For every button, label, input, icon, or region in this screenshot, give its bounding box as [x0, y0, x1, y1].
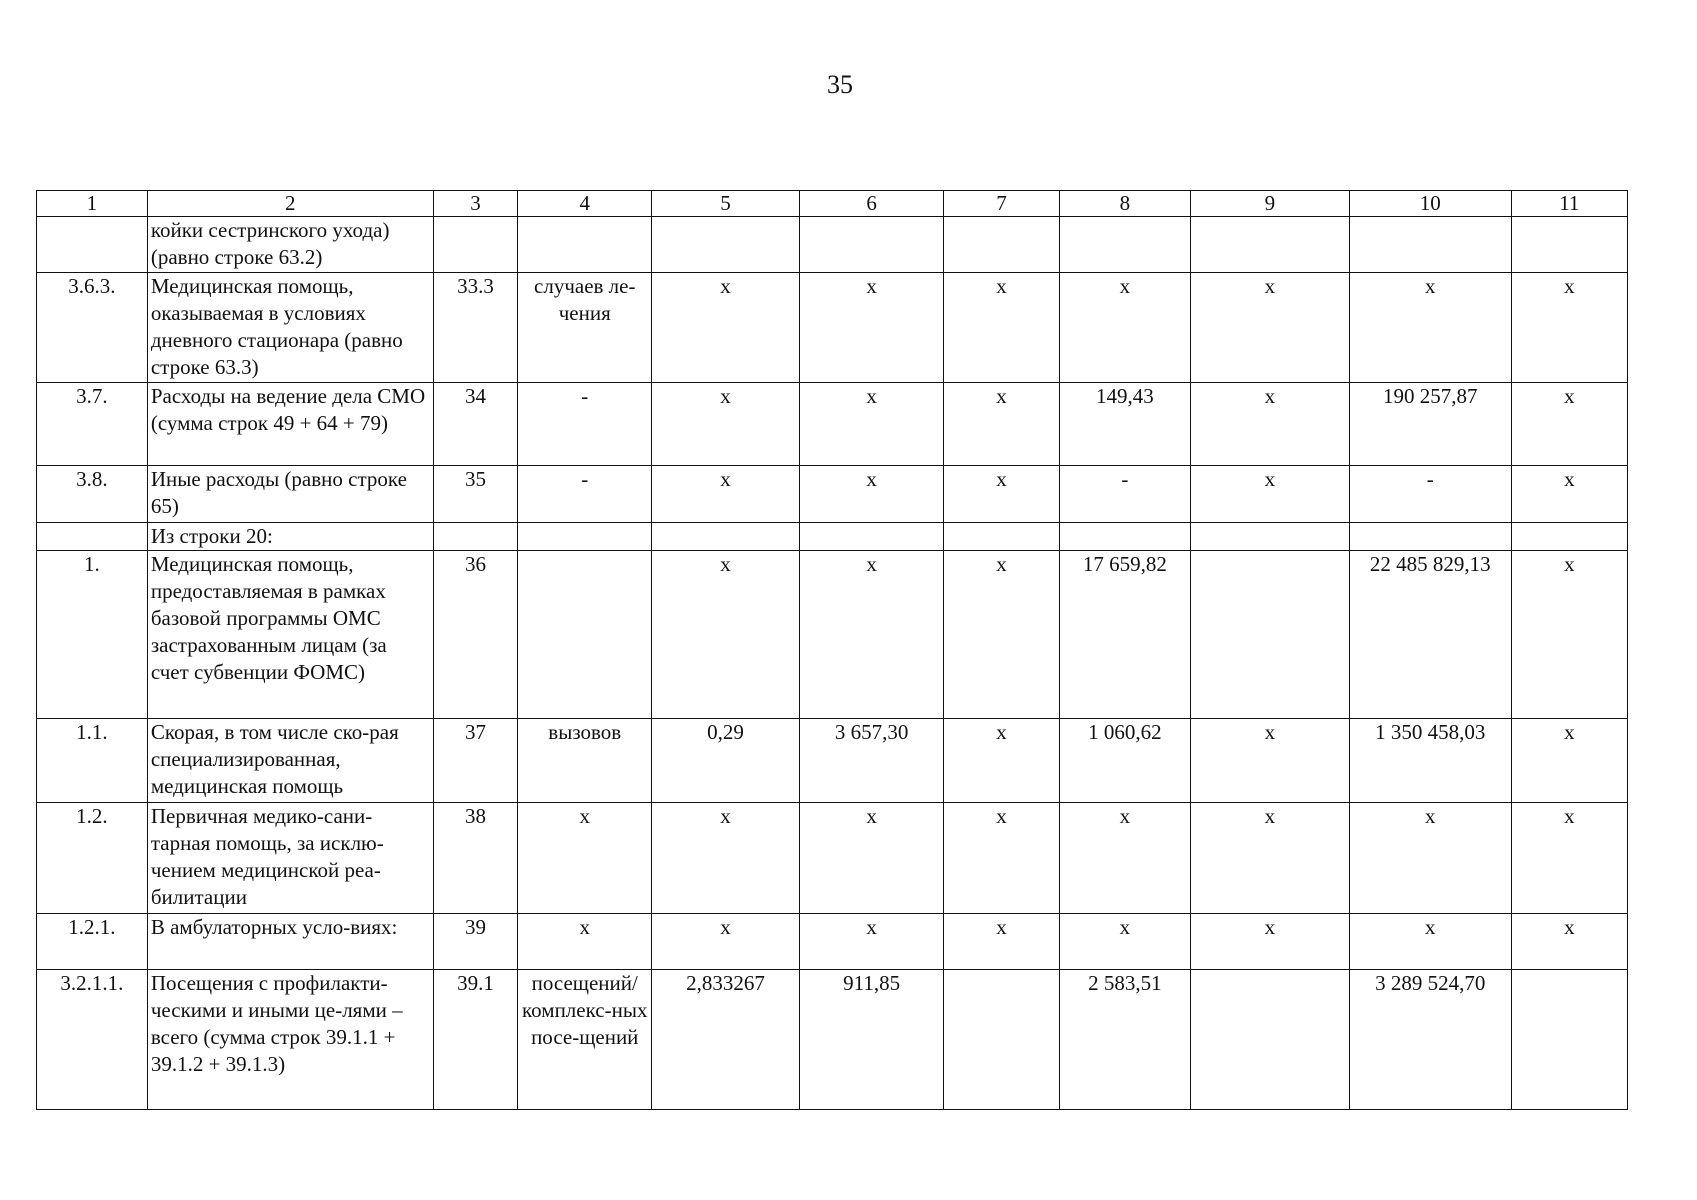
row-number: 3.8. [37, 466, 148, 523]
row-number: 1.2.1. [37, 914, 148, 970]
row-number: 3.2.1.1. [37, 970, 148, 1110]
column-header: 5 [652, 191, 800, 217]
value-cell [1511, 523, 1627, 551]
value-cell: x [799, 466, 944, 523]
value-cell: x [799, 383, 944, 466]
table-row [37, 383, 1628, 466]
unit-cell: посещений/ комплекс-ных посе-щений [518, 970, 652, 1110]
value-cell [652, 217, 800, 273]
row-number: 1. [37, 551, 148, 719]
page-number: 35 [827, 70, 853, 99]
value-cell: 1 060,62 [1059, 719, 1190, 803]
column-header: 7 [944, 191, 1059, 217]
unit-cell: вызовов [518, 719, 652, 803]
column-header: 11 [1511, 191, 1627, 217]
value-cell: 2 583,51 [1059, 970, 1190, 1110]
value-cell: x [1191, 273, 1350, 383]
table-row [37, 970, 1628, 1110]
unit-cell: x [518, 803, 652, 914]
value-cell: 1 350 458,03 [1349, 719, 1511, 803]
value-cell: x [944, 803, 1059, 914]
table-row [37, 466, 1628, 523]
line-code [433, 523, 518, 551]
table-row [37, 803, 1628, 914]
line-code: 37 [433, 719, 518, 803]
value-cell [799, 217, 944, 273]
row-number: 3.6.3. [37, 273, 148, 383]
value-cell: x [1511, 551, 1627, 719]
unit-cell [518, 551, 652, 719]
line-code: 36 [433, 551, 518, 719]
unit-cell: - [518, 383, 652, 466]
value-cell [799, 523, 944, 551]
line-code: 39.1 [433, 970, 518, 1110]
value-cell: x [944, 914, 1059, 970]
unit-cell [518, 217, 652, 273]
value-cell: x [1191, 914, 1350, 970]
line-code: 39 [433, 914, 518, 970]
unit-cell: случаев ле-чения [518, 273, 652, 383]
value-cell: 17 659,82 [1059, 551, 1190, 719]
value-cell [944, 217, 1059, 273]
value-cell: x [652, 383, 800, 466]
table-row [37, 719, 1628, 803]
value-cell: x [1349, 273, 1511, 383]
line-code: 35 [433, 466, 518, 523]
value-cell: 149,43 [1059, 383, 1190, 466]
value-cell [1191, 551, 1350, 719]
value-cell [1511, 970, 1627, 1110]
value-cell: x [652, 803, 800, 914]
row-description: Расходы на ведение дела СМО (сумма строк 49 + 64 + 79) [147, 383, 433, 466]
row-description: Посещения с профилакти-ческими и иными це-лями – всего (сумма строк 39.1.1 + 39.1.2 + 39.1.3) [147, 970, 433, 1110]
value-cell [1059, 217, 1190, 273]
row-number: 1.1. [37, 719, 148, 803]
value-cell [1349, 523, 1511, 551]
column-header: 3 [433, 191, 518, 217]
unit-cell [518, 523, 652, 551]
header-row [37, 191, 1628, 217]
line-code: 34 [433, 383, 518, 466]
value-cell: 911,85 [799, 970, 944, 1110]
value-cell [652, 523, 800, 551]
value-cell: x [1059, 914, 1190, 970]
line-code: 38 [433, 803, 518, 914]
data-table [36, 190, 1628, 1110]
column-header: 4 [518, 191, 652, 217]
value-cell: 190 257,87 [1349, 383, 1511, 466]
column-header: 6 [799, 191, 944, 217]
row-description: Скорая, в том числе ско-рая специализированная, медицинская помощь [147, 719, 433, 803]
value-cell: 22 485 829,13 [1349, 551, 1511, 719]
table-row [37, 523, 1628, 551]
value-cell: x [652, 914, 800, 970]
value-cell: 2,833267 [652, 970, 800, 1110]
table-row [37, 914, 1628, 970]
value-cell: x [1191, 719, 1350, 803]
value-cell: x [652, 466, 800, 523]
row-number [37, 217, 148, 273]
value-cell [1349, 217, 1511, 273]
row-number: 1.2. [37, 803, 148, 914]
value-cell [1191, 217, 1350, 273]
value-cell: x [1511, 383, 1627, 466]
unit-cell: - [518, 466, 652, 523]
row-number: 3.7. [37, 383, 148, 466]
value-cell [1059, 523, 1190, 551]
value-cell: - [1349, 466, 1511, 523]
value-cell: x [944, 551, 1059, 719]
value-cell: 3 657,30 [799, 719, 944, 803]
row-description: Из строки 20: [147, 523, 433, 551]
value-cell: x [1511, 914, 1627, 970]
line-code [433, 217, 518, 273]
table-row [37, 551, 1628, 719]
value-cell: x [799, 551, 944, 719]
row-description: Медицинская помощь, оказываемая в условиях дневного стационара (равно строке 63.3) [147, 273, 433, 383]
line-code: 33.3 [433, 273, 518, 383]
row-description: Иные расходы (равно строке 65) [147, 466, 433, 523]
value-cell [1191, 523, 1350, 551]
value-cell: x [1059, 273, 1190, 383]
column-header: 8 [1059, 191, 1190, 217]
row-description: Первичная медико-сани-тарная помощь, за исклю-чением медицинской реа-билитации [147, 803, 433, 914]
unit-cell: x [518, 914, 652, 970]
value-cell: - [1059, 466, 1190, 523]
row-description: Медицинская помощь, предоставляемая в рамках базовой программы ОМС застрахованным лицам (за счет субвенции ФОМС) [147, 551, 433, 719]
table-row [37, 273, 1628, 383]
column-header: 1 [37, 191, 148, 217]
column-header: 9 [1191, 191, 1350, 217]
value-cell [944, 523, 1059, 551]
value-cell: x [1511, 273, 1627, 383]
value-cell: x [944, 273, 1059, 383]
value-cell: 3 289 524,70 [1349, 970, 1511, 1110]
column-header: 2 [147, 191, 433, 217]
value-cell: 0,29 [652, 719, 800, 803]
value-cell: x [1349, 914, 1511, 970]
value-cell: x [1191, 383, 1350, 466]
value-cell: x [1059, 803, 1190, 914]
row-description: В амбулаторных усло-виях: [147, 914, 433, 970]
value-cell [1511, 217, 1627, 273]
column-header: 10 [1349, 191, 1511, 217]
value-cell: x [1511, 466, 1627, 523]
value-cell: x [652, 273, 800, 383]
row-description: койки сестринского ухода) (равно строке 63.2) [147, 217, 433, 273]
value-cell: x [652, 551, 800, 719]
value-cell: x [1511, 803, 1627, 914]
value-cell: x [1349, 803, 1511, 914]
value-cell: x [1511, 719, 1627, 803]
value-cell: x [944, 719, 1059, 803]
value-cell: x [1191, 466, 1350, 523]
value-cell: x [799, 803, 944, 914]
value-cell: x [944, 383, 1059, 466]
value-cell: x [1191, 803, 1350, 914]
value-cell: x [799, 273, 944, 383]
value-cell: x [944, 466, 1059, 523]
value-cell [944, 970, 1059, 1110]
table-row [37, 217, 1628, 273]
row-number [37, 523, 148, 551]
value-cell [1191, 970, 1350, 1110]
value-cell: x [799, 914, 944, 970]
